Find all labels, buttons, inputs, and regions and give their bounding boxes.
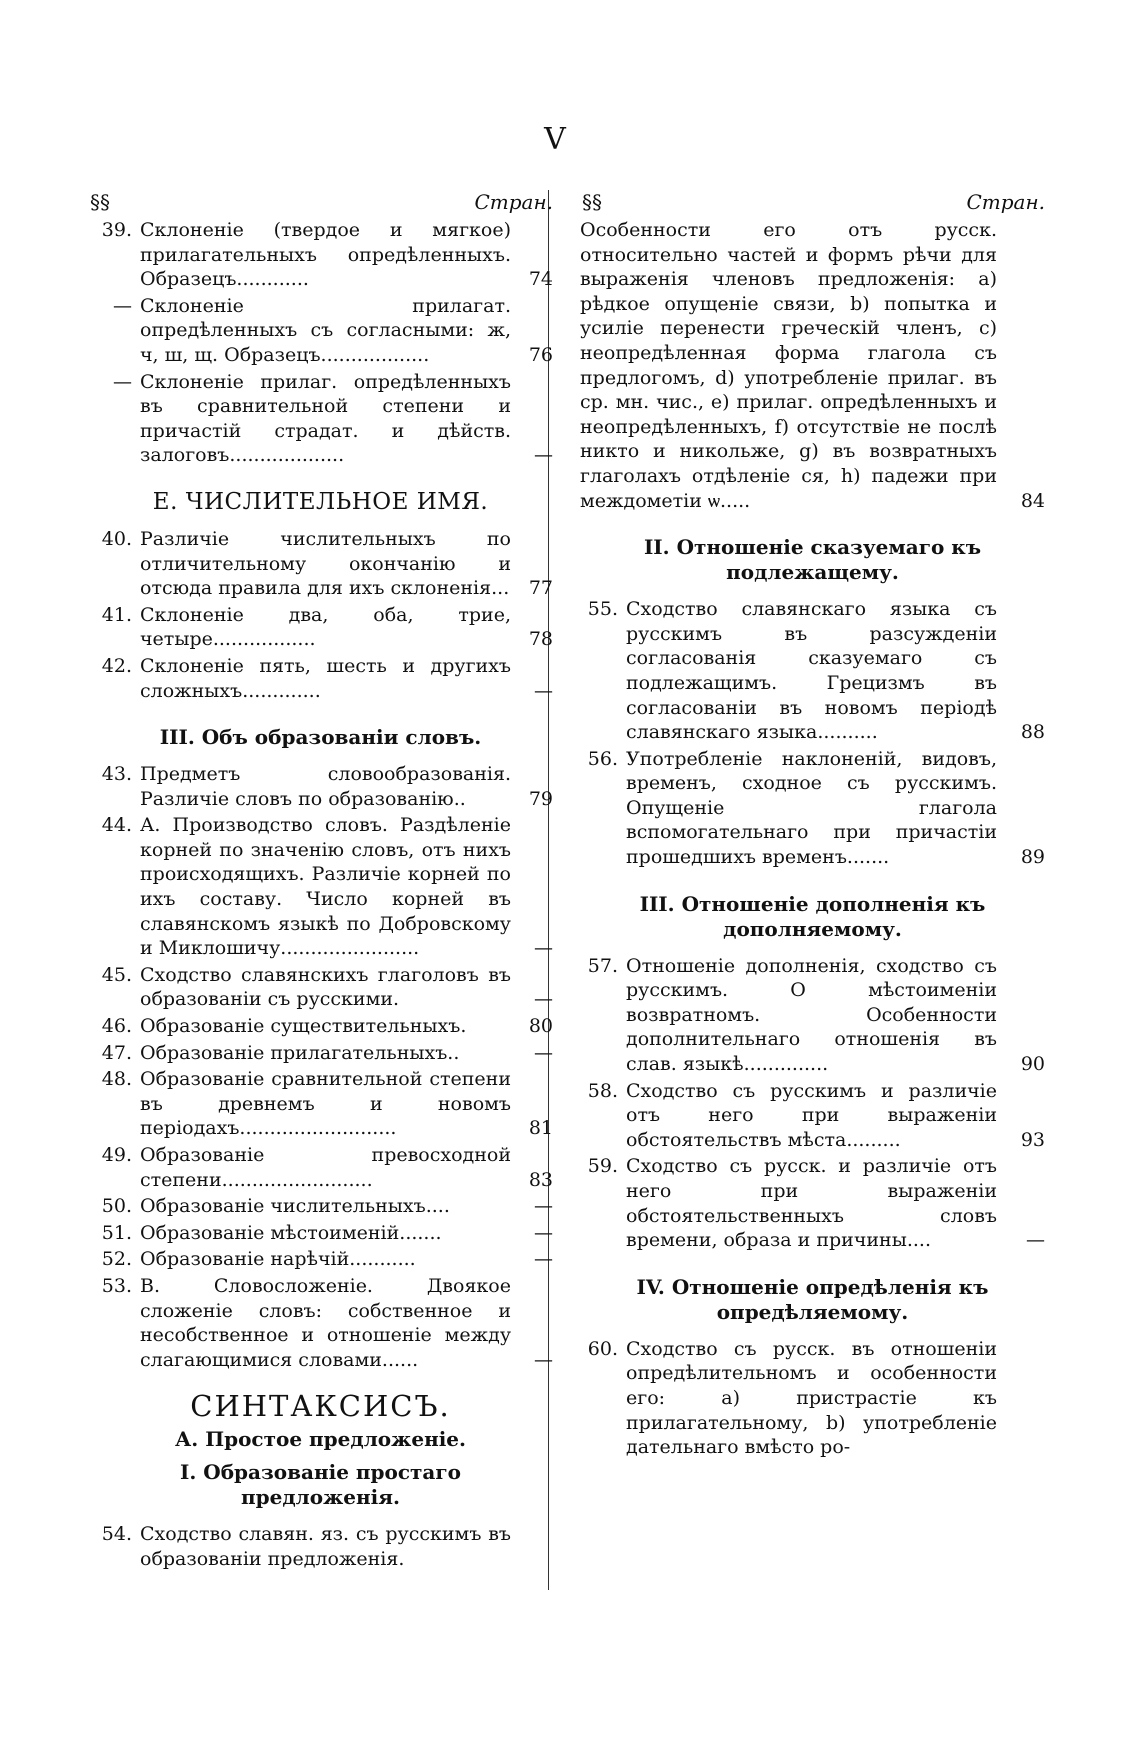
sections-label: §§: [90, 190, 110, 214]
entry-text: Употребленіе наклоненій, видовъ, временъ, сходное съ русскимъ. Опущеніе глагола вспомогательнаго при причастіи прошедшихъ временъ.......: [626, 747, 997, 869]
entry-page: 74: [528, 268, 553, 291]
entry-page: 90: [1020, 1053, 1045, 1076]
entry-number: 45.: [101, 963, 132, 986]
entry-number: 40.: [101, 527, 132, 550]
entry-number: 54.: [101, 1523, 132, 1546]
section-heading: III. Отношеніе дополненія къ дополняемому.: [639, 891, 986, 941]
toc-entry: [580, 1154, 1045, 1252]
entry-number: 57.: [587, 954, 618, 977]
entry-number: —: [113, 294, 132, 317]
toc-entry: [88, 1221, 553, 1246]
entry-number: 50.: [101, 1195, 132, 1218]
toc-entry: [580, 1337, 1045, 1460]
entry-number: 44.: [101, 814, 132, 837]
entry-number: 49.: [101, 1144, 132, 1166]
column-header: [88, 190, 553, 218]
entry-text: Сходство съ русск. въ отношеніи опредѣлительномъ и особенности его: a) пристрастіе къ прилагательному, b) употребленіе дательнаго вмѣсто ро-: [626, 1337, 997, 1459]
entry-page: 93: [1020, 1128, 1045, 1151]
entry-page: 78: [528, 628, 553, 651]
entry-number: 60.: [587, 1337, 618, 1360]
section-heading: IV. Отношеніе опредѣленія къ опредѣляемому.: [636, 1274, 989, 1324]
entry-text: Сходство славянскихъ глаголовъ въ образованіи съ русскими.: [140, 963, 511, 1011]
toc-entry: [88, 1194, 553, 1219]
entry-page: 77: [528, 577, 553, 600]
section-heading: А. Простое предложеніе.: [175, 1427, 466, 1452]
entry-page: 89: [1020, 846, 1045, 869]
entry-page: 80: [528, 1015, 553, 1038]
toc-entry: [88, 603, 553, 652]
toc-entry: [88, 1067, 553, 1141]
entry-text: Образованіе прилагательныхъ..: [140, 1041, 460, 1064]
entry-page: 76: [528, 343, 553, 366]
entry-number: 43.: [101, 763, 132, 786]
entry-page: 81: [528, 1117, 553, 1140]
toc-entry: [88, 1274, 553, 1372]
entry-page: —: [1026, 1229, 1045, 1252]
toc-entry: [88, 813, 553, 961]
entry-text: Сходство славян. яз. съ русскимъ въ образованіи предложенія.: [140, 1523, 511, 1570]
entry-number: 52.: [101, 1248, 132, 1271]
entry-number: 39.: [101, 219, 132, 241]
toc-entry: [88, 370, 553, 468]
entry-text: Различіе числительныхъ по отличительному окончанію и отсюда правила для ихъ склоненія...: [140, 527, 511, 600]
entry-number: 42.: [101, 654, 132, 677]
entry-page: 84: [1020, 489, 1045, 512]
entry-text: Склоненіе прилагат. опредѣленныхъ съ согласными: ж, ч, ш, щ. Образецъ..................: [140, 294, 511, 366]
entry-text: Образованіе превосходной степени.........................: [140, 1144, 511, 1191]
entry-number: 58.: [587, 1079, 618, 1102]
section-heading: Е. ЧИСЛИТЕЛЬНОЕ ИМЯ.: [152, 488, 489, 515]
toc-entry: [88, 1522, 553, 1571]
section-heading: I. Образованіе простаго предложенія.: [180, 1460, 461, 1510]
toc-entry: [88, 294, 553, 368]
toc-entry: [88, 1041, 553, 1066]
entry-text: Образованіе нарѣчій...........: [140, 1248, 416, 1271]
entry-page: —: [534, 1195, 553, 1218]
entry-text: Склоненіе прилаг. опредѣленныхъ въ сравнительной степени и причастій страдат. и дѣйств. залоговъ...................: [140, 370, 511, 467]
entry-text: А. Производство словъ. Раздѣленіе корней по значенію словъ, отъ нихъ происходящихъ. Различіе корней по ихъ составу. Число корней въ славянскомъ языкѣ по Добровскому и Миклошичу.......................: [140, 814, 511, 960]
entry-text: Сходство съ русскимъ и различіе отъ него при выраженіи обстоятельствъ мѣста.........: [626, 1079, 997, 1151]
toc-entry: [88, 762, 553, 811]
toc-entry: [88, 527, 553, 601]
entry-page: —: [534, 1248, 553, 1271]
entry-page: —: [534, 988, 553, 1011]
entry-page: —: [534, 679, 553, 702]
entry-number: 41.: [101, 603, 132, 626]
entry-text: Склоненіе (твердое и мягкое) прилагательныхъ опредѣленныхъ. Образецъ............: [140, 219, 511, 291]
entry-text: Образованіе сравнительной степени въ древнемъ и новомъ періодахъ..........................: [140, 1068, 511, 1140]
toc-entry: [580, 1079, 1045, 1153]
entry-text: Образованіе мѣстоименій.......: [140, 1221, 442, 1244]
entry-text: Отношеніе дополненія, сходство съ русскимъ. О мѣстоименіи возвратномъ. Особенности дополнительнаго отношенія въ слав. языкѣ..............: [626, 954, 997, 1076]
entry-text: Особенности его отъ русск. относительно частей и формъ рѣчи для выраженія членовъ предложенія: a) рѣдкое опущеніе связи, b) попытка и усиліе перенести греческій членъ, c) неопредѣленная форма глагола съ предлогомъ, d) употребленіе прилаг. въ ср. мн. чис., e) прилаг. опредѣленныхъ и неопредѣленныхъ, f) отсутствіе не послѣ никто и никольже, g) въ возвратныхъ глаголахъ отдѣленіе ся, h) падежи при междометіи ѡ.....: [580, 219, 997, 512]
entry-number: 48.: [101, 1068, 132, 1091]
pages-label: Стран.: [474, 190, 553, 214]
section-heading: II. Отношеніе сказуемаго къ подлежащему.: [643, 535, 982, 585]
section-heading: СИНТАКСИСЪ.: [190, 1389, 451, 1424]
entry-page: 83: [528, 1168, 553, 1191]
column-header: [580, 190, 1045, 218]
toc-entry: [580, 747, 1045, 870]
entry-text: Образованіе существительныхъ.: [140, 1015, 467, 1038]
toc-entry: [88, 1143, 553, 1192]
entry-page: —: [534, 444, 553, 467]
toc-entry: [88, 1014, 553, 1039]
entry-number: 51.: [101, 1221, 132, 1244]
entry-page: 88: [1020, 721, 1045, 744]
toc-left-column: [88, 190, 553, 1572]
entry-text: Сходство съ русск. и различіе отъ него при выраженіи обстоятельственныхъ словъ времени, образа и причины....: [626, 1155, 997, 1252]
entry-text: Склоненіе два, оба, трие, четыре.................: [140, 603, 511, 651]
pages-label: Стран.: [966, 190, 1045, 214]
entry-number: 55.: [587, 598, 618, 621]
section-heading: III. Объ образованіи словъ.: [159, 725, 482, 750]
sections-label: §§: [582, 190, 602, 214]
entry-page: —: [534, 937, 553, 960]
entry-number: 47.: [101, 1041, 132, 1064]
toc-right-column: [580, 190, 1045, 1460]
entry-number: —: [113, 370, 132, 393]
toc-entry: [580, 954, 1045, 1077]
entry-page: —: [534, 1041, 553, 1064]
entry-number: 53.: [101, 1274, 132, 1297]
toc-entry: [580, 597, 1045, 745]
entry-text: В. Словосложеніе. Двоякое сложеніе словъ: собственное и несобственное и отношеніе между слагающимися словами......: [140, 1274, 511, 1371]
toc-entry: [580, 218, 1045, 513]
entry-page: 79: [528, 787, 553, 810]
entry-number: 46.: [101, 1015, 132, 1038]
entry-text: Сходство славянскаго языка съ русскимъ въ разсужденіи согласованія сказуемаго съ подлежащимъ. Грецизмъ въ согласованіи въ новомъ періодѣ славянскаго языка..........: [626, 598, 997, 744]
toc-entry: [88, 963, 553, 1012]
entry-text: Образованіе числительныхъ....: [140, 1195, 450, 1218]
toc-entry: [88, 1247, 553, 1272]
entry-text: Склоненіе пять, шесть и другихъ сложныхъ.............: [140, 654, 511, 702]
entry-page: —: [534, 1221, 553, 1244]
entry-number: 59.: [587, 1155, 618, 1178]
entry-page: —: [534, 1348, 553, 1371]
page-number: V: [544, 122, 566, 157]
entry-number: 56.: [587, 747, 618, 770]
toc-entry: [88, 654, 553, 703]
toc-entry: [88, 218, 553, 292]
entry-text: Предметъ словообразованія. Различіе словъ по образованію..: [140, 763, 511, 810]
